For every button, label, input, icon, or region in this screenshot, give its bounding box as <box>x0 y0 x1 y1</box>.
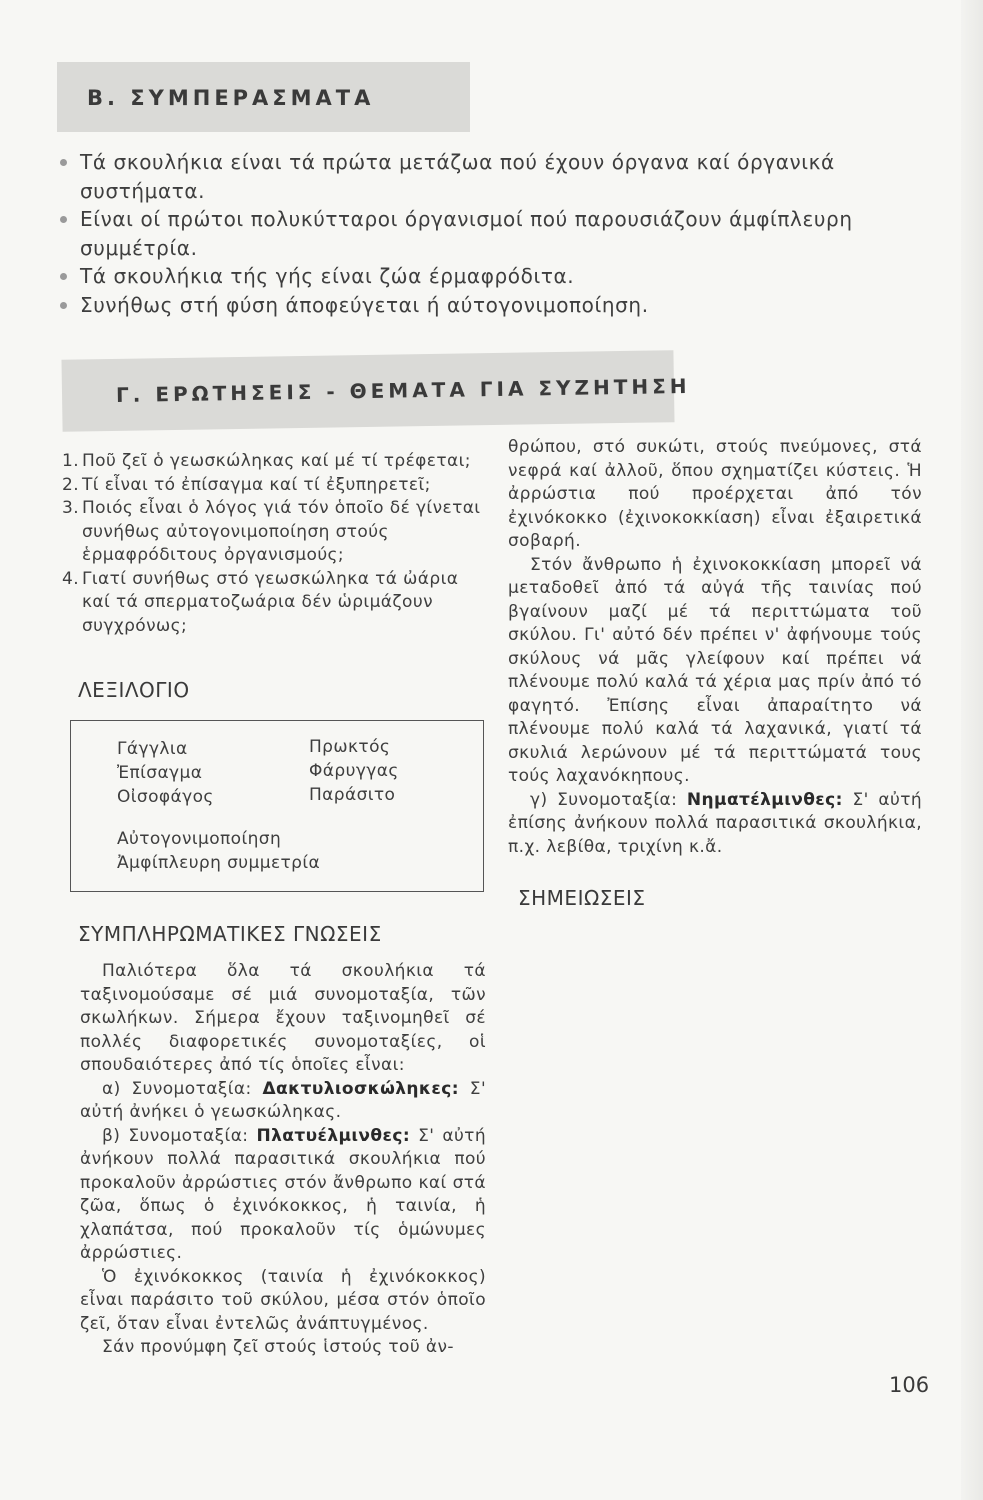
phylum-annelida <box>80 1078 486 1125</box>
conclusion-item: Συνήθως στή φύση άποφεύγεται ή αύτογονιμοποίηση. <box>60 291 950 320</box>
glossary-term: Αὐτογονιμοποίηση <box>117 829 282 849</box>
conclusion-item: Τά σκουλήκια τής γής είναι ζώα έρμαφρόδιτα. <box>60 262 950 291</box>
glossary-box <box>70 720 484 892</box>
glossary-term: Πρωκτός <box>309 737 391 757</box>
larva-paragraph-start: Σάν προνύμφη ζεῖ στούς ἱστούς τοῦ ἀν- <box>102 1337 454 1357</box>
supplementary-text <box>80 960 486 1360</box>
question-text: Γιατί συνήθως στό γεωσκώληκα τά ὠάρια καί τά σπερματοζωάρια δέν ὡριμάζουν συγχρόνως; <box>82 568 459 636</box>
continuation-paragraph: θρώπου, στό συκώτι, στούς πνεύμονες, στά νεφρά καί ἀλλοῦ, ὅπου σχηματίζει κύστεις. Ἡ ἀρρώστια πού προέρχεται ἀπό τόν ἐχινόκοκκο (ἐχινοκοκκίαση) εἶναι ἐξαιρετικά σοβαρή. <box>508 437 922 551</box>
question-number: 3. <box>62 498 80 518</box>
supplementary-title: ΣΥΜΠΛΗΡΩΜΑΤΙΚΕΣ ΓΝΩΣΕΙΣ <box>78 922 382 946</box>
conclusion-item: Τά σκουλήκια είναι τά πρώτα μετάζωα πού έχουν όργανα καί όργανικά συστήματα. <box>60 148 950 205</box>
conclusions-list <box>60 148 950 319</box>
question-number: 1. <box>62 451 80 471</box>
question-item <box>62 474 482 498</box>
glossary-term: Γάγγλια <box>117 739 188 759</box>
phylum-description: Σ' αὐτή ἐπίσης ἀνήκουν πολλά παρασιτικά σκουλήκια, π.χ. λεβίθα, τριχίνη κ.ἄ. <box>508 789 922 857</box>
question-text: Τί εἶναι τό ἐπίσαγμα καί τί ἐξυπηρετεῖ; <box>82 474 431 495</box>
conclusion-item: Είναι οί πρώτοι πολυκύτταροι όργανισμοί πού παρουσιάζουν άμφίπλευρη συμμέτρία. <box>60 205 950 262</box>
page-number: 106 <box>889 1373 930 1397</box>
glossary-title: ΛΕΞΙΛΟΓΙΟ <box>78 678 190 702</box>
phylum-label: α) Συνομοταξία: <box>102 1078 252 1099</box>
transmission-paragraph: Στόν ἄνθρωπο ἡ ἐχινοκοκκίαση μπορεῖ νά μεταδοθεῖ ἀπό τά αὐγά τῆς ταινίας πού βγαίνουν μαζί μέ τά περιττώματα τοῦ σκύλου. Γι' αὐτό δέν πρέπει ν' ἀφήνουμε τούς σκύλους νά μᾶς γλείφουν καί πρέπει νά πλένουμε πολύ καλά τά χέρια μας πρίν ἀπό τό φαγητό. Ἐπίσης εἶναι ἀπαραίτητο νά πλένουμε πολύ καλά τά λαχανικά, γιατί τά σκυλιά λερώνουν μέ τά περιττώματά τους τούς λαχανόκηπους. <box>508 554 922 786</box>
glossary-term: Οἰσοφάγος <box>117 787 214 807</box>
phylum-name: Δακτυλιοσκώληκες: <box>262 1078 459 1099</box>
question-item <box>62 497 482 568</box>
question-item <box>62 568 482 639</box>
question-item <box>62 450 482 474</box>
question-text: Ποιός εἶναι ὁ λόγος γιά τόν ὁποῖο δέ γίνεται συνήθως αὐτογονιμοποίηση στούς ἑρμαφρόδιτους ὀργανισμούς; <box>82 498 481 565</box>
questions-list <box>62 450 482 638</box>
section-c-title: Γ. ΕΡΩΤΗΣΕΙΣ - ΘΕΜΑΤΑ ΓΙΑ ΣΥΖΗΤΗΣΗ <box>115 373 691 407</box>
phylum-description: Σ' αὐτή ἀνήκουν πολλά παρασιτικά σκουλήκια πού προκαλοῦν ἀρρώστιες στόν ἄνθρωπο καί στά ζῶα, ὅπως ὁ ἐχινόκοκκος, ἡ ταινία, ἡ χλαπάτσα, πού προκαλοῦν τίς ὁμώνυμες ἀρρώστιες. <box>80 1125 486 1263</box>
phylum-label: β) Συνομοταξία: <box>102 1125 249 1146</box>
notes-title: ΣΗΜΕΙΩΣΕΙΣ <box>518 886 646 910</box>
phylum-nematoda <box>508 789 922 860</box>
section-b-header <box>57 62 470 132</box>
question-number: 2. <box>62 474 80 495</box>
right-column-text <box>508 436 922 859</box>
phylum-description: Σ' αὐτή ἀνήκει ὁ γεωσκώληκας. <box>80 1078 487 1122</box>
question-number: 4. <box>62 568 80 589</box>
glossary-term: Παράσιτο <box>309 785 396 805</box>
section-c-header <box>61 350 691 432</box>
phylum-label: γ) Συνομοταξία: <box>530 789 678 810</box>
glossary-term: Φάρυγγας <box>309 761 399 781</box>
echinococcus-paragraph: Ὁ ἐχινόκοκκος (ταινία ἡ ἐχινόκοκκος) εἶναι παράσιτο τοῦ σκύλου, μέσα στόν ὁποῖο ζεῖ, ὅταν εἶναι ἐντελῶς ἀνάπτυγμένος. <box>80 1266 486 1334</box>
phylum-platyhelminthes <box>80 1125 486 1266</box>
glossary-term: Ἀμφίπλευρη συμμετρία <box>117 853 321 873</box>
phylum-name: Πλατυέλμινθες: <box>256 1125 411 1146</box>
section-b-title: Β. ΣΥΜΠΕΡΑΣΜΑΤΑ <box>87 86 375 110</box>
phylum-name: Νηματέλμινθες: <box>686 789 843 810</box>
page-fold-shadow <box>961 0 983 1500</box>
supplementary-paragraph: Παλιότερα ὅλα τά σκουλήκια τά ταξινομούσαμε σέ μιά συνομοταξία, τῶν σκωλήκων. Σήμερα ἔχουν ταξινομηθεῖ σέ πολλές διαφορετικές συνομοταξίες, οἱ σπουδαιότερες ἀπό τίς ὁποῖες εἶναι: <box>80 961 486 1075</box>
glossary-term: Ἐπίσαγμα <box>117 763 203 783</box>
question-text: Ποῦ ζεῖ ὁ γεωσκώληκας καί μέ τί τρέφεται; <box>82 451 471 471</box>
